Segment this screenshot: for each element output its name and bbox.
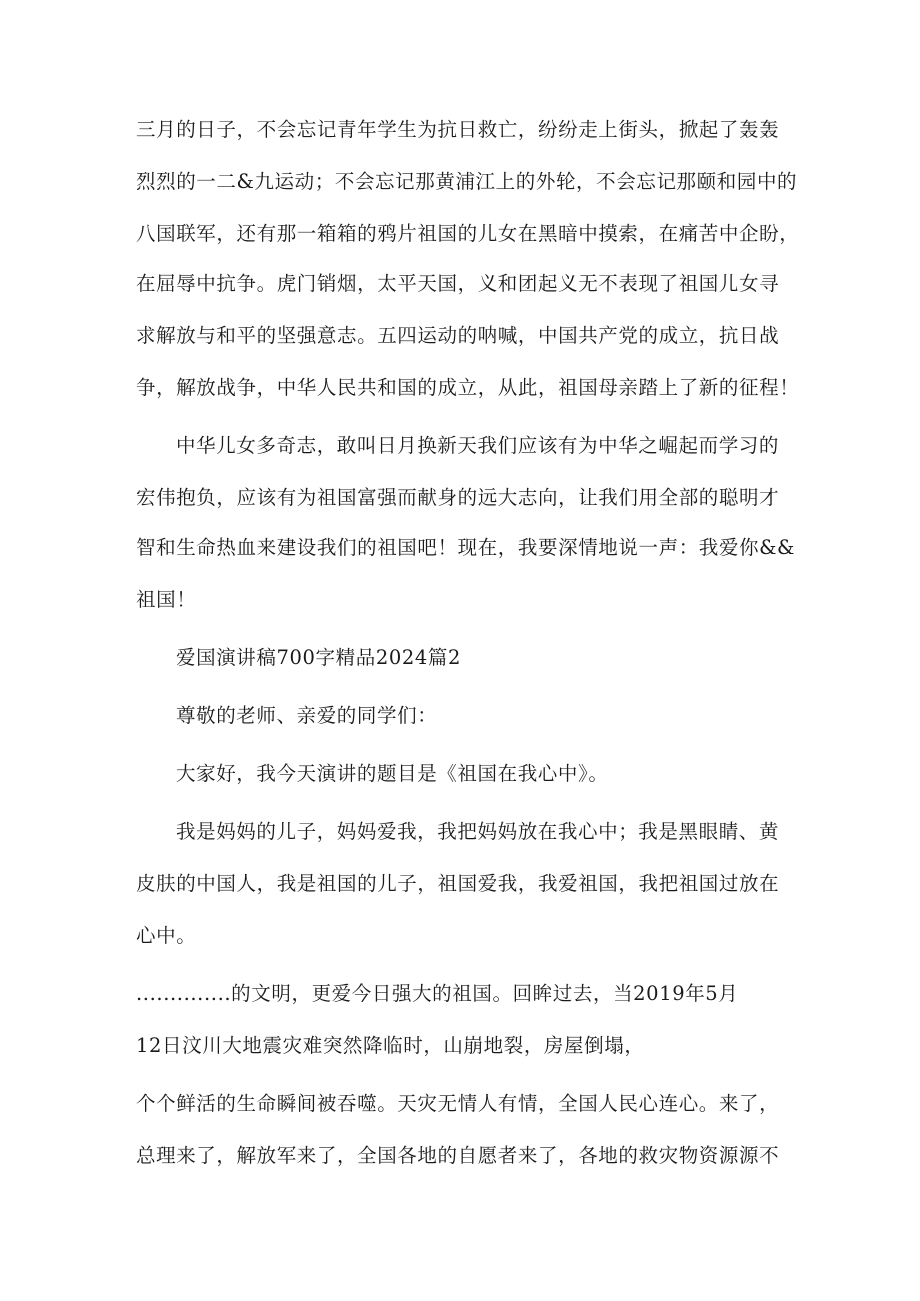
text-line: 大家好，我今天演讲的题目是《祖国在我心中》。 — [176, 762, 609, 785]
text-line: 12日汶川大地震灾难突然降临时，山崩地裂，房屋倒塌， — [136, 1034, 645, 1057]
text-line: 八国联军，还有那一箱箱的鸦片祖国的儿女在黑暗中摸索，在痛苦中企盼， — [136, 222, 800, 245]
salutation: 尊敬的老师、亲爱的同学们： — [176, 704, 438, 727]
text-line: 智和生命热血来建设我们的祖国吧！现在，我要深情地说一声：我爱你&& — [136, 536, 796, 559]
text-line: 祖国！ — [136, 588, 197, 611]
section-heading: 爱国演讲稿700字精品2024篇2 — [176, 646, 461, 669]
text-line: 我是妈妈的儿子，妈妈爱我，我把妈妈放在我心中；我是黑眼睛、黄 — [176, 820, 780, 843]
text-line: 中华儿女多奇志，敢叫日月换新天我们应该有为中华之崛起而学习的 — [176, 434, 780, 457]
text-line: 皮肤的中国人，我是祖国的儿子，祖国爱我，我爱祖国，我把祖国过放在 — [136, 872, 780, 895]
text-line: 心中。 — [136, 924, 197, 947]
text-line: 烈烈的一二&九运动；不会忘记那黄浦江上的外轮，不会忘记那颐和园中的 — [136, 170, 798, 193]
text-line: ..............的文明，更爱今日强大的祖国。回眸过去，当2019年5月 — [136, 982, 739, 1005]
text-line: 宏伟抱负，应该有为祖国富强而献身的远大志向，让我们用全部的聪明才 — [136, 486, 780, 509]
text-line: 总理来了，解放军来了，全国各地的自愿者来了，各地的救灾物资源源不 — [136, 1144, 780, 1167]
text-line: 在屈辱中抗争。虎门销烟，太平天国，义和团起义无不表现了祖国儿女寻 — [136, 272, 780, 295]
text-line: 三月的日子，不会忘记青年学生为抗日救亡，纷纷走上街头，掀起了轰轰 — [136, 118, 780, 141]
text-line: 个个鲜活的生命瞬间被吞噬。天灾无情人有情，全国人民心连心。来了， — [136, 1092, 780, 1115]
text-line: 求解放与和平的坚强意志。五四运动的呐喊，中国共产党的成立，抗日战 — [136, 324, 780, 347]
text-line: 争，解放战争，中华人民共和国的成立，从此，祖国母亲踏上了新的征程！ — [136, 376, 800, 399]
